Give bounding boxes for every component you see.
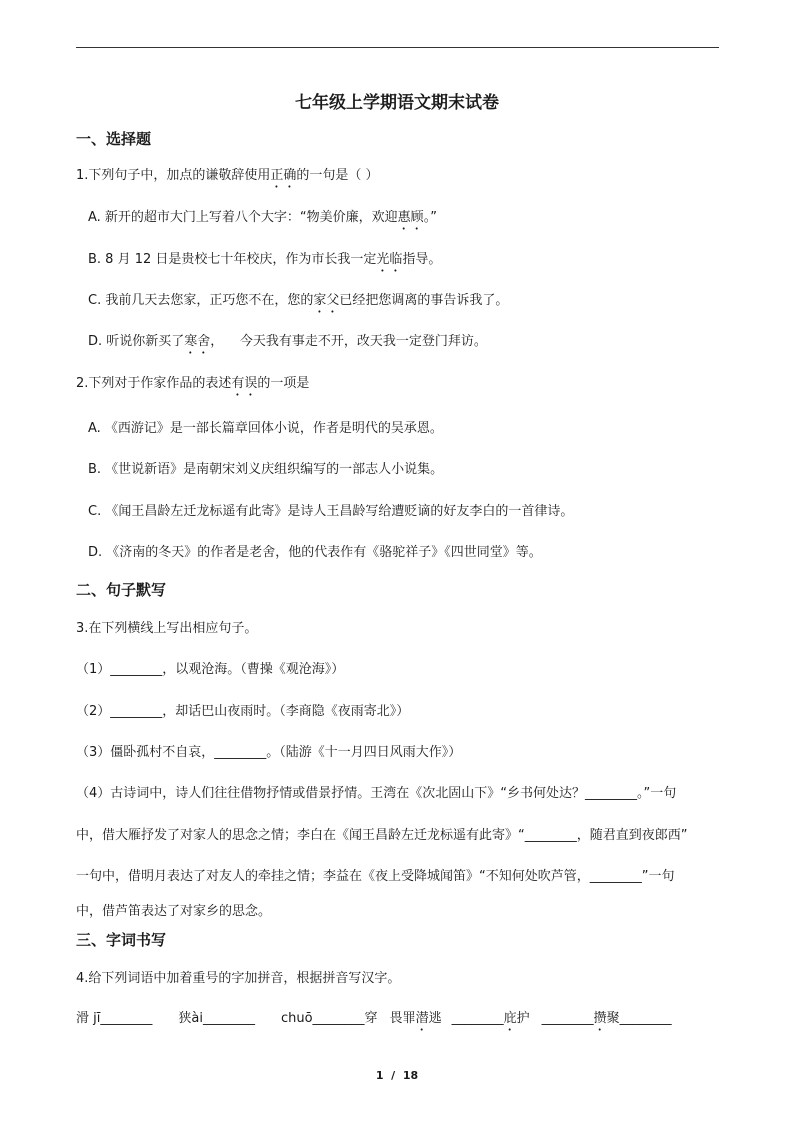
emphasis-text: 潜 <box>415 1011 429 1026</box>
q3-part-4-line-2: 中，借大雁抒发了对家人的思念之情；李白在《闻王昌龄左迁龙标遥有此寄》“________，随君直到夜郎西” <box>76 828 688 843</box>
q3-part-4-line-4: 中，借芦笛表达了对家乡的思念。 <box>76 904 272 919</box>
emphasis-text: 寒舍 <box>184 334 211 349</box>
word-item: 滑 jī________ <box>76 1011 153 1026</box>
q3-part-4-line-1: （4）古诗词中，诗人们往往借物抒情或借景抒情。王湾在《次北固山下》“乡书何处达？________。”一句 <box>76 786 677 801</box>
section-heading-writing: 三、字词书写 <box>76 931 167 949</box>
emphasis-text: 正确 <box>270 168 297 183</box>
q2-option-d: D. 《济南的冬天》的作者是老舍，他的代表作有《骆驼祥子》《四世同堂》等。 <box>88 545 542 560</box>
word-item: ________攒聚________ <box>541 1011 672 1026</box>
question-1-stem: 1.下列句子中，加点的谦敬辞使用正确的一句是（ ） <box>76 168 379 183</box>
header-rule <box>76 47 719 48</box>
emphasis-text: 光临 <box>376 252 403 267</box>
section-heading-choice: 一、选择题 <box>76 130 152 148</box>
q2-option-a: A. 《西游记》是一部长篇章回体小说，作者是明代的吴承恩。 <box>88 421 443 436</box>
page-title: 七年级上学期语文期末试卷 <box>295 93 499 113</box>
q1-option-b: B. 8 月 12 日是贵校七十年校庆，作为市长我一定光临指导。 <box>88 252 442 267</box>
emphasis-text: 有误 <box>231 376 258 391</box>
question-2-stem: 2.下列对于作家作品的表述有误的一项是 <box>76 376 310 391</box>
word-item: 畏罪潜逃 <box>389 1011 442 1026</box>
q3-part-1: （1）________，以观沧海。（曹操《观沧海》） <box>76 662 345 677</box>
q3-part-4-line-3: 一句中，借明月表达了对友人的牵挂之情；李益在《夜上受降城闻笛》“不知何处吹芦管，________”一句 <box>76 869 675 884</box>
q3-part-3: （3）僵卧孤村不自哀，________。（陆游《十一月四日风雨大作》） <box>76 745 462 760</box>
emphasis-text: 攒 <box>593 1011 607 1026</box>
word-item: 狭ài________ <box>178 1011 255 1026</box>
question-3-stem: 3.在下列横线上写出相应句子。 <box>76 621 258 636</box>
emphasis-text: 家父 <box>313 293 340 308</box>
q1-option-a: A. 新开的超市大门上写着八个大字：“物美价廉，欢迎惠顾。” <box>88 210 437 225</box>
emphasis-text: 庇 <box>503 1011 517 1026</box>
q1-option-d: D. 听说你新买了寒舍， 今天我有事走不开，改天我一定登门拜访。 <box>88 334 487 349</box>
q2-option-b: B. 《世说新语》是南朝宋刘义庆组织编写的一部志人小说集。 <box>88 462 444 477</box>
word-item: chuō________穿 <box>280 1011 378 1026</box>
q3-part-2: （2）________，却话巴山夜雨时。（李商隐《夜雨寄北》） <box>76 704 410 719</box>
emphasis-text: 惠顾 <box>397 210 424 225</box>
word-item: ________庇护 <box>451 1011 530 1026</box>
q2-option-c: C. 《闻王昌龄左迁龙标遥有此寄》是诗人王昌龄写给遭贬谪的好友李白的一首律诗。 <box>88 504 574 519</box>
q4-word-list <box>76 1010 672 1034</box>
section-heading-recitation: 二、句子默写 <box>76 581 167 599</box>
question-4-stem: 4.给下列词语中加着重号的字加拼音，根据拼音写汉字。 <box>76 971 401 986</box>
q1-option-c: C. 我前几天去您家，正巧您不在，您的家父已经把您调离的事告诉我了。 <box>88 293 509 308</box>
page-number: 1 / 18 <box>375 1069 419 1082</box>
